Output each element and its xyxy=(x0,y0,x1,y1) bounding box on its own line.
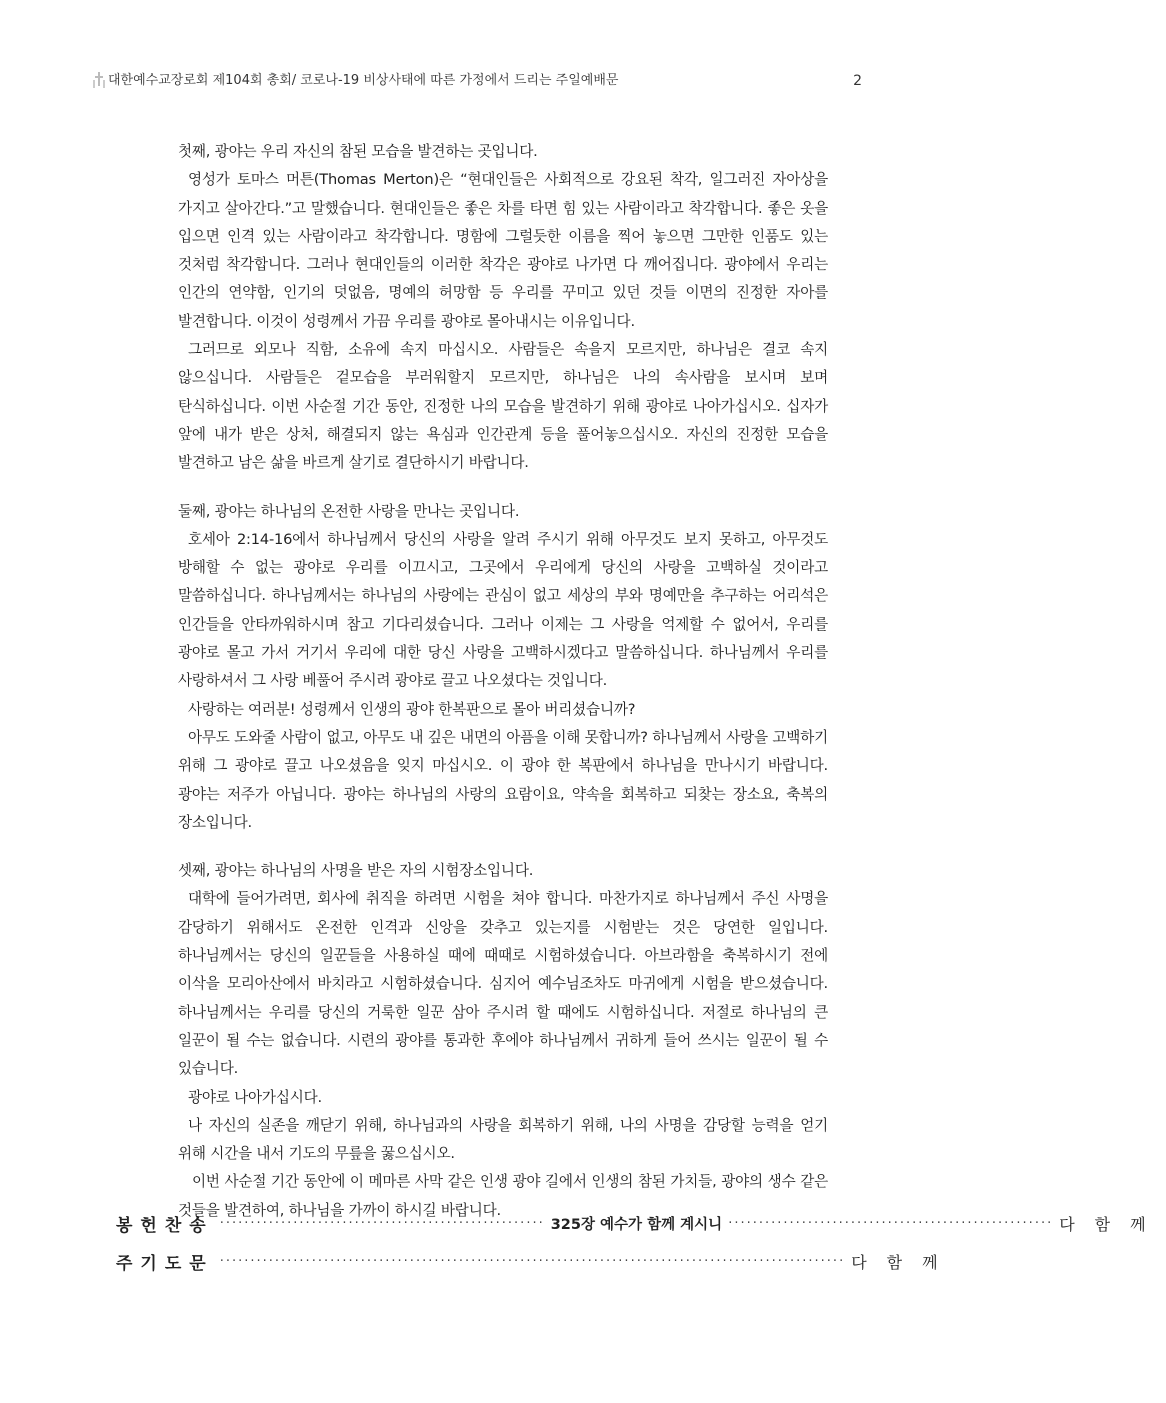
section-heading: 셋째, 광야는 하나님의 사명을 받은 자의 시험장소입니다. xyxy=(178,862,534,880)
dot-leader: ······································································································ xyxy=(219,1253,846,1269)
worship-item-offertory-hymn xyxy=(116,1208,1166,1238)
worship-item-lords-prayer xyxy=(116,1246,958,1276)
paragraph: 그러므로 외모나 직함, 소유에 속지 마십시오. 사람들은 속을지 모르지만, 하나님은 결코 속지 않으십니다. 사람들은 겉모습을 부러워할지 모르지만, 하나님은 나의 속사람을 보시며 보며 탄식하십니다. 이번 사순절 기간 동안, 진정한 나의 모습을 발견하기 위해 광야로 나아가십시오. 십자가 앞에 내가 받은 상처, 해결되지 않는 욕심과 인간관계 등을 풀어놓으십시오. 자신의 진정한 모습을 발견하고 남은 삶을 바르게 살기로 결단하시기 바랍니다. xyxy=(178,341,828,472)
worship-item-participants: 다함께 xyxy=(1059,1214,1166,1234)
page-number: 2 xyxy=(853,73,862,89)
paragraph: 광야로 나아가십시다. xyxy=(188,1088,322,1106)
worship-item-detail: 325장 예수가 함께 계시니 xyxy=(550,1216,723,1233)
page-header xyxy=(92,70,862,92)
sermon-body xyxy=(178,138,828,1245)
sermon-section-3 xyxy=(178,857,828,1225)
worship-item-title: 봉헌찬송 xyxy=(116,1215,214,1236)
paragraph: 호세아 2:14-16에서 하나님께서 당신의 사랑을 알려 주시기 위해 아무것도 보지 못하고, 아무것도 방해할 수 없는 광야로 우리를 이끄시고, 그곳에서 우리에게 당신의 사랑을 고백하실 것이라고 말씀하십니다. 하나님께서는 하나님의 사랑에는 관심이 없고 세상의 부와 명예만을 추구하는 어리석은 인간들을 안타까워하시며 참고 기다리셨습니다. 그러나 이제는 그 사랑을 억제할 수 없어서, 우리를 광야로 몰고 가서 거기서 우리에 대한 당신 사랑을 고백하시겠다고 말씀하십니다. 하나님께서 우리를 사랑하셔서 그 사랑 베풀어 주시려 광야로 끌고 나오셨다는 것입니다. xyxy=(178,530,828,690)
paragraph: 영성가 토마스 머튼(Thomas Merton)은 “현대인들은 사회적으로 강요된 착각, 일그러진 자아상을 가지고 살아간다.”고 말했습니다. 현대인들은 좋은 차를 타면 힘 있는 사람이라고 착각합니다. 좋은 옷을 입으면 인격 있는 사람이라고 착각합니다. 명함에 그럴듯한 이름을 찍어 놓으면 그만한 인품도 있는 것처럼 착각합니다. 그러나 현대인들의 이러한 착각은 광야로 나가면 다 깨어집니다. 광야에서 우리는 인간의 연약함, 인기의 덧없음, 명예의 허망함 등 우리를 꾸미고 있던 것들 이면의 진정한 자아를 발견합니다. 이것이 성령께서 가끔 우리를 광야로 몰아내시는 이유입니다. xyxy=(178,171,828,330)
worship-item-participants: 다함께 xyxy=(851,1252,958,1272)
paragraph: 이번 사순절 기간 동안에 이 메마른 사막 같은 인생 광야 길에서 인생의 참된 가치들, 광야의 생수 같은 것들을 발견하여, 하나님을 가까이 하시길 바랍니다. xyxy=(178,1173,828,1219)
sermon-section-2 xyxy=(178,498,828,838)
paragraph: 사랑하는 여러분! 성령께서 인생의 광야 한복판으로 몰아 버리셨습니까? xyxy=(188,700,636,718)
dot-leader: ····················································· xyxy=(219,1215,545,1231)
paragraph: 나 자신의 실존을 깨닫기 위해, 하나님과의 사랑을 회복하기 위해, 나의 사명을 감당할 능력을 얻기 위해 시간을 내서 기도의 무릎을 꿇으십시오. xyxy=(178,1116,828,1163)
header-title: 대한예수교장로회 제104회 총회/ 코로나-19 비상사태에 따른 가정에서 드리는 주일예배문 xyxy=(108,73,619,88)
sermon-section-1 xyxy=(178,138,828,478)
dot-leader: ····················································· xyxy=(728,1215,1054,1231)
section-heading: 첫째, 광야는 우리 자신의 참된 모습을 발견하는 곳입니다. xyxy=(178,143,538,160)
worship-item-title: 주기도문 xyxy=(116,1253,214,1274)
paragraph: 아무도 도와줄 사람이 없고, 아무도 내 깊은 내면의 아픔을 이해 못합니까? 하나님께서 사랑을 고백하기 위해 그 광야로 끌고 나오셨음을 잊지 마십시오. 이 광야 한 복판에서 하나님을 만나시기 바랍니다. 광야는 저주가 아닙니다. 광야는 하나님의 사랑의 요람이요, 약속을 회복하고 되찾는 장소요, 축복의 장소입니다. xyxy=(178,728,828,831)
section-heading: 둘째, 광야는 하나님의 온전한 사랑을 만나는 곳입니다. xyxy=(178,502,520,520)
church-logo-icon xyxy=(92,72,106,88)
paragraph: 대학에 들어가려면, 회사에 취직을 하려면 시험을 쳐야 합니다. 마찬가지로 하나님께서 주신 사명을 감당하기 위해서도 온전한 인격과 신앙을 갖추고 있는지를 시험받는 것은 당연한 일입니다. 하나님께서는 당신의 일꾼들을 사용하실 때에 때때로 시험하셨습니다. 아브라함을 축복하시기 전에 이삭을 모리아산에서 바치라고 시험하셨습니다. 심지어 예수님조차도 마귀에게 시험을 받으셨습니다. 하나님께서는 우리를 당신의 거룩한 일꾼 삼아 주시려 할 때에도 시험하십니다. 저절로 하나님의 큰 일꾼이 될 수는 없습니다. 시련의 광야를 통과한 후에야 하나님께서 귀하게 들어 쓰시는 일꾼이 될 수 있습니다. xyxy=(178,890,828,1078)
